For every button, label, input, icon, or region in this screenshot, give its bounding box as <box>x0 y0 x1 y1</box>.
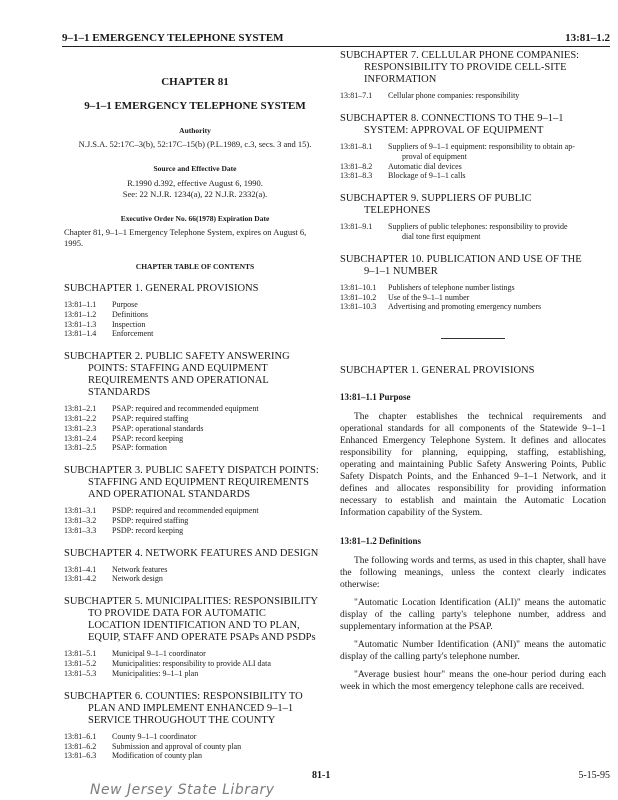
toc-section-text-line: Inspection <box>112 319 146 329</box>
running-header-title: 9–1–1 EMERGENCY TELEPHONE SYSTEM <box>62 32 284 44</box>
toc-section-number: 13:81–8.3 <box>340 171 373 181</box>
toc-section-text <box>112 526 326 536</box>
toc-section-item <box>64 300 326 310</box>
toc-subchapter-heading <box>64 548 326 560</box>
toc-section-number: 13:81–4.2 <box>64 574 97 584</box>
toc-subchapter <box>340 50 606 101</box>
toc-section-item <box>64 526 326 536</box>
toc-subchapter <box>340 254 606 312</box>
toc-subchapter-heading-line: SERVICE THROUGHOUT THE COUNTY <box>88 714 276 726</box>
toc-subchapter <box>340 193 606 242</box>
toc-section-number: 13:81–2.2 <box>64 414 97 424</box>
subchapter-heading: SUBCHAPTER 1. GENERAL PROVISIONS <box>340 365 535 377</box>
toc-section-item <box>340 91 606 101</box>
toc-subchapter <box>64 283 326 339</box>
toc-section-item <box>64 659 326 669</box>
toc-section-number: 13:81–3.3 <box>64 525 97 535</box>
toc-section-text <box>112 506 326 516</box>
toc-section-item <box>64 732 326 742</box>
toc-section-item <box>64 565 326 575</box>
toc-section-text-line: Enforcement <box>112 329 154 339</box>
toc-section-number: 13:81–3.1 <box>64 506 97 516</box>
toc-section-list <box>340 222 606 242</box>
toc-section-number: 13:81–10.3 <box>340 302 377 312</box>
toc-section-text <box>112 300 326 310</box>
toc-subchapter-heading <box>340 193 606 217</box>
toc-subchapter <box>340 113 606 181</box>
toc-title: CHAPTER TABLE OF CONTENTS <box>135 262 255 272</box>
toc-section-text-line: Suppliers of 9–1–1 equipment: responsibility to obtain ap- <box>388 142 575 152</box>
toc-section-number: 13:81–1.1 <box>64 300 97 310</box>
toc-subchapter-heading <box>64 691 326 727</box>
toc-section-text <box>112 516 326 526</box>
toc-subchapter-heading-line: STANDARDS <box>88 387 151 399</box>
section-title-purpose: 13:81–1.1 Purpose <box>340 392 411 403</box>
toc-section-text-line: Network features <box>112 564 168 574</box>
toc-section-text-line: dial tone first equipment <box>402 231 481 241</box>
toc-subchapter-heading-line: TO PROVIDE DATA FOR AUTOMATIC <box>88 608 266 620</box>
toc-section-number: 13:81–5.3 <box>64 668 97 678</box>
toc-section-text-line: Cellular phone companies: responsibility <box>388 91 520 101</box>
toc-section-item <box>64 669 326 679</box>
toc-section-text <box>112 751 326 761</box>
toc-section-item <box>64 443 326 453</box>
authority-text: N.J.S.A. 52:17C–3(b), 52:17C–15(b) (P.L.1989, c.3, secs. 3 and 15). <box>78 139 312 149</box>
source-line-2: See: 22 N.J.R. 1234(a), 22 N.J.R. 2332(a). <box>122 189 268 200</box>
toc-section-number: 13:81–10.1 <box>340 282 377 292</box>
toc-subchapter <box>64 465 326 535</box>
toc-section-text-line: Publishers of telephone number listings <box>388 282 515 292</box>
toc-subchapter-heading-line: SYSTEM: APPROVAL OF EQUIPMENT <box>364 125 544 136</box>
toc-section-number: 13:81–2.3 <box>64 423 97 433</box>
toc-subchapter-heading-line: SUBCHAPTER 5. MUNICIPALITIES: RESPONSIBILITY <box>64 596 318 608</box>
toc-section-text-line: PSDP: required staffing <box>112 516 189 526</box>
toc-subchapter-heading <box>64 465 326 501</box>
toc-section-item <box>64 506 326 516</box>
toc-section-text-line: Advertising and promoting emergency numbers <box>388 302 542 312</box>
toc-subchapter <box>64 596 326 679</box>
toc-section-number: 13:81–1.3 <box>64 319 97 329</box>
toc-section-text <box>112 574 326 584</box>
toc-subchapter-heading-line: SUBCHAPTER 7. CELLULAR PHONE COMPANIES: <box>340 50 580 61</box>
toc-subchapter-heading-line: SUBCHAPTER 3. PUBLIC SAFETY DISPATCH POINTS: <box>64 465 319 477</box>
toc-subchapter-heading <box>340 254 606 278</box>
toc-section-text <box>388 91 606 101</box>
executive-order-heading: Executive Order No. 66(1978) Expiration Date <box>120 213 270 223</box>
toc-subchapter-heading-line: SUBCHAPTER 2. PUBLIC SAFETY ANSWERING <box>64 351 290 363</box>
toc-section-item <box>340 302 606 312</box>
definition-average-busiest-hour: "Average busiest hour" means the one-hour period during each week in which the most emergency telephone calls are received. <box>340 669 606 692</box>
authority-heading: Authority <box>179 126 211 135</box>
toc-section-number: 13:81–6.3 <box>64 751 97 761</box>
toc-section-number: 13:81–2.4 <box>64 433 97 443</box>
toc-subchapter-heading <box>64 283 326 295</box>
toc-section-text-line: Municipalities: responsibility to provide ALI data <box>112 659 271 669</box>
toc-section-text <box>112 320 326 330</box>
toc-subchapter-heading-line: SUBCHAPTER 8. CONNECTIONS TO THE 9–1–1 <box>340 112 564 124</box>
toc-section-number: 13:81–4.1 <box>64 564 97 574</box>
toc-section-item <box>340 293 606 303</box>
toc-section-text-line: Blockage of 9–1–1 calls <box>388 171 466 181</box>
toc-section-item <box>64 574 326 584</box>
toc-section-text-line: Purpose <box>112 300 138 310</box>
toc-subchapter-heading-line: SUBCHAPTER 6. COUNTIES: RESPONSIBILITY TO <box>64 690 303 702</box>
toc-section-item <box>340 171 606 181</box>
toc-subchapter-heading-line: SUBCHAPTER 4. NETWORK FEATURES AND DESIGN <box>64 547 319 559</box>
toc-section-text <box>112 669 326 679</box>
toc-subchapter-heading-line: TELEPHONES <box>364 205 431 217</box>
toc-section-list <box>64 649 326 678</box>
toc-section-text-line: PSAP: required and recommended equipment <box>112 404 259 414</box>
toc-section-item <box>340 162 606 172</box>
toc-section-item <box>64 424 326 434</box>
toc-section-list <box>340 142 606 181</box>
toc-section-text <box>112 414 326 424</box>
toc-section-number: 13:81–2.5 <box>64 443 97 453</box>
toc-section-text-line: Network design <box>112 574 163 584</box>
section-divider <box>441 338 505 339</box>
toc-section-item <box>64 414 326 424</box>
toc-section-text-line: Automatic dial devices <box>388 161 462 171</box>
page-folio: 81-1 <box>312 770 331 781</box>
toc-section-text-line: PSAP: record keeping <box>112 433 184 443</box>
toc-subchapter-heading-line: SUBCHAPTER 9. SUPPLIERS OF PUBLIC <box>340 193 532 205</box>
toc-section-text <box>112 424 326 434</box>
section-title-definitions: 13:81–1.2 Definitions <box>340 535 421 546</box>
toc-section-text <box>388 302 606 312</box>
toc-section-number: 13:81–7.1 <box>340 91 373 101</box>
toc-section-number: 13:81–10.2 <box>340 292 377 302</box>
toc-section-text-line: proval of equipment <box>402 151 467 161</box>
toc-subchapter-heading-line: INFORMATION <box>364 74 437 86</box>
toc-section-text <box>388 171 606 181</box>
toc-subchapter-heading-line: POINTS: STAFFING AND EQUIPMENT <box>88 363 268 375</box>
toc-section-text-line: Use of the 9–1–1 number <box>388 292 470 302</box>
toc-section-item <box>64 434 326 444</box>
toc-section-item <box>340 283 606 293</box>
running-header-section: 13:81–1.2 <box>565 32 610 44</box>
source-line-1: R.1990 d.392, effective August 6, 1990. <box>127 177 263 188</box>
executive-order-text: Chapter 81, 9–1–1 Emergency Telephone System, expires on August 6, 1995. <box>64 226 307 248</box>
toc-subchapter-heading-line: AND OPERATIONAL STANDARDS <box>88 489 251 501</box>
toc-section-text-line: PSAP: operational standards <box>112 423 204 433</box>
toc-subchapter-heading-line: PLAN AND IMPLEMENT ENHANCED 9–1–1 <box>88 702 294 714</box>
toc-section-text-line: Municipalities: 9–1–1 plan <box>112 668 199 678</box>
toc-section-text <box>388 222 606 242</box>
chapter-number: CHAPTER 81 <box>161 76 229 88</box>
toc-section-text <box>388 293 606 303</box>
toc-section-item <box>64 751 326 761</box>
toc-subchapter-heading <box>64 351 326 399</box>
toc-section-number: 13:81–1.2 <box>64 309 97 319</box>
definitions-intro: The following words and terms, as used in this chapter, shall have the following meanings, unless the context clearly indicates otherwise: <box>340 555 606 590</box>
definition-ani: "Automatic Number Identification (ANI)" means the automatic display of the calling party's telephone number. <box>340 639 606 662</box>
toc-subchapter-heading <box>340 113 606 137</box>
toc-section-item <box>340 222 606 242</box>
toc-section-item <box>64 742 326 752</box>
toc-section-text <box>112 404 326 414</box>
toc-section-text <box>112 732 326 742</box>
toc-section-list <box>64 565 326 585</box>
toc-section-item <box>64 404 326 414</box>
toc-section-text-line: County 9–1–1 coordinator <box>112 731 197 741</box>
right-column <box>340 50 606 693</box>
toc-section-number: 13:81–6.1 <box>64 731 97 741</box>
toc-section-text-line: Municipal 9–1–1 coordinator <box>112 649 206 659</box>
toc-section-text <box>388 162 606 172</box>
toc-section-text-line: PSDP: required and recommended equipment <box>112 506 259 516</box>
toc-section-text <box>112 443 326 453</box>
toc-section-text <box>112 434 326 444</box>
left-column <box>64 50 326 761</box>
toc-section-list <box>64 404 326 453</box>
toc-subchapter-heading-line: 9–1–1 NUMBER <box>364 265 438 277</box>
toc-section-list <box>340 91 606 101</box>
toc-section-item <box>64 329 326 339</box>
page-date: 5-15-95 <box>578 770 610 781</box>
toc-section-text <box>112 659 326 669</box>
toc-subchapter-heading-line: LOCATION IDENTIFICATION AND TO PLAN, <box>88 620 300 632</box>
toc-section-number: 13:81–2.1 <box>64 404 97 414</box>
toc-subchapter <box>64 548 326 585</box>
toc-subchapter-heading-line: REQUIREMENTS AND OPERATIONAL <box>88 375 269 387</box>
toc-section-item <box>340 142 606 162</box>
toc-section-item <box>64 320 326 330</box>
toc-subchapter-heading-line: SUBCHAPTER 1. GENERAL PROVISIONS <box>64 283 259 295</box>
toc-subchapter-heading-line: STAFFING AND EQUIPMENT REQUIREMENTS <box>88 477 309 489</box>
running-header <box>62 24 610 47</box>
toc-section-number: 13:81–5.2 <box>64 659 97 669</box>
toc-section-list <box>64 506 326 535</box>
toc-section-text-line: Submission and approval of county plan <box>112 741 242 751</box>
toc-section-number: 13:81–9.1 <box>340 222 373 232</box>
toc-left-list <box>64 283 326 761</box>
toc-subchapter-heading-line: EQUIP, STAFF AND OPERATE PSAPs AND PSDPs <box>88 632 316 644</box>
chapter-title: 9–1–1 EMERGENCY TELEPHONE SYSTEM <box>84 100 306 112</box>
toc-section-text-line: PSAP: required staffing <box>112 414 189 424</box>
toc-section-number: 13:81–8.1 <box>340 142 373 152</box>
toc-section-list <box>64 732 326 761</box>
toc-subchapter-heading <box>340 50 606 86</box>
source-heading: Source and Effective Date <box>153 163 237 173</box>
toc-section-text <box>388 283 606 293</box>
toc-section-text-line: Modification of county plan <box>112 751 202 761</box>
toc-section-text <box>112 742 326 752</box>
toc-section-number: 13:81–8.2 <box>340 161 373 171</box>
toc-section-text <box>112 329 326 339</box>
toc-section-item <box>64 516 326 526</box>
toc-section-text <box>388 142 606 162</box>
toc-section-list <box>340 283 606 312</box>
toc-section-number: 13:81–5.1 <box>64 649 97 659</box>
purpose-paragraph: The chapter establishes the technical requirements and operational standards for all components of the Statewide 9–1–1 Enhanced Emergency Telephone System. It defines and allocates responsibility for planning, equipping, staffing, establishing, operating and maintaining Public Safety Answering Points, Public Safety Dispatch Points, and the Enhanced 9–1–1 Network, and it defines and allocates responsibility for providing information necessary to establish and maintain the Automatic Location Information capability of the System. <box>340 412 606 518</box>
toc-subchapter-heading-line: RESPONSIBILITY TO PROVIDE CELL-SITE <box>364 62 567 74</box>
toc-section-number: 13:81–6.2 <box>64 741 97 751</box>
toc-section-text-line: PSDP: record keeping <box>112 525 184 535</box>
toc-subchapter-heading <box>64 596 326 644</box>
toc-section-number: 13:81–1.4 <box>64 329 97 339</box>
library-stamp: New Jersey State Library <box>90 782 275 798</box>
toc-section-text <box>112 649 326 659</box>
definition-ali: "Automatic Location Identification (ALI)" means the automatic display of the calling party's telephone number, address and supplementary information at the PSAP. <box>340 597 606 632</box>
toc-subchapter-heading-line: SUBCHAPTER 10. PUBLICATION AND USE OF THE <box>340 253 582 265</box>
toc-subchapter <box>64 351 326 453</box>
toc-section-list <box>64 300 326 339</box>
toc-section-item <box>64 310 326 320</box>
toc-subchapter <box>64 691 326 761</box>
toc-section-text-line: PSAP: formation <box>112 443 167 453</box>
toc-section-text-line: Suppliers of public telephones: responsibility to provide <box>388 222 568 232</box>
toc-right-list <box>340 50 606 312</box>
toc-section-number: 13:81–3.2 <box>64 516 97 526</box>
toc-section-text <box>112 310 326 320</box>
toc-section-text-line: Definitions <box>112 309 148 319</box>
toc-section-text <box>112 565 326 575</box>
toc-section-item <box>64 649 326 659</box>
